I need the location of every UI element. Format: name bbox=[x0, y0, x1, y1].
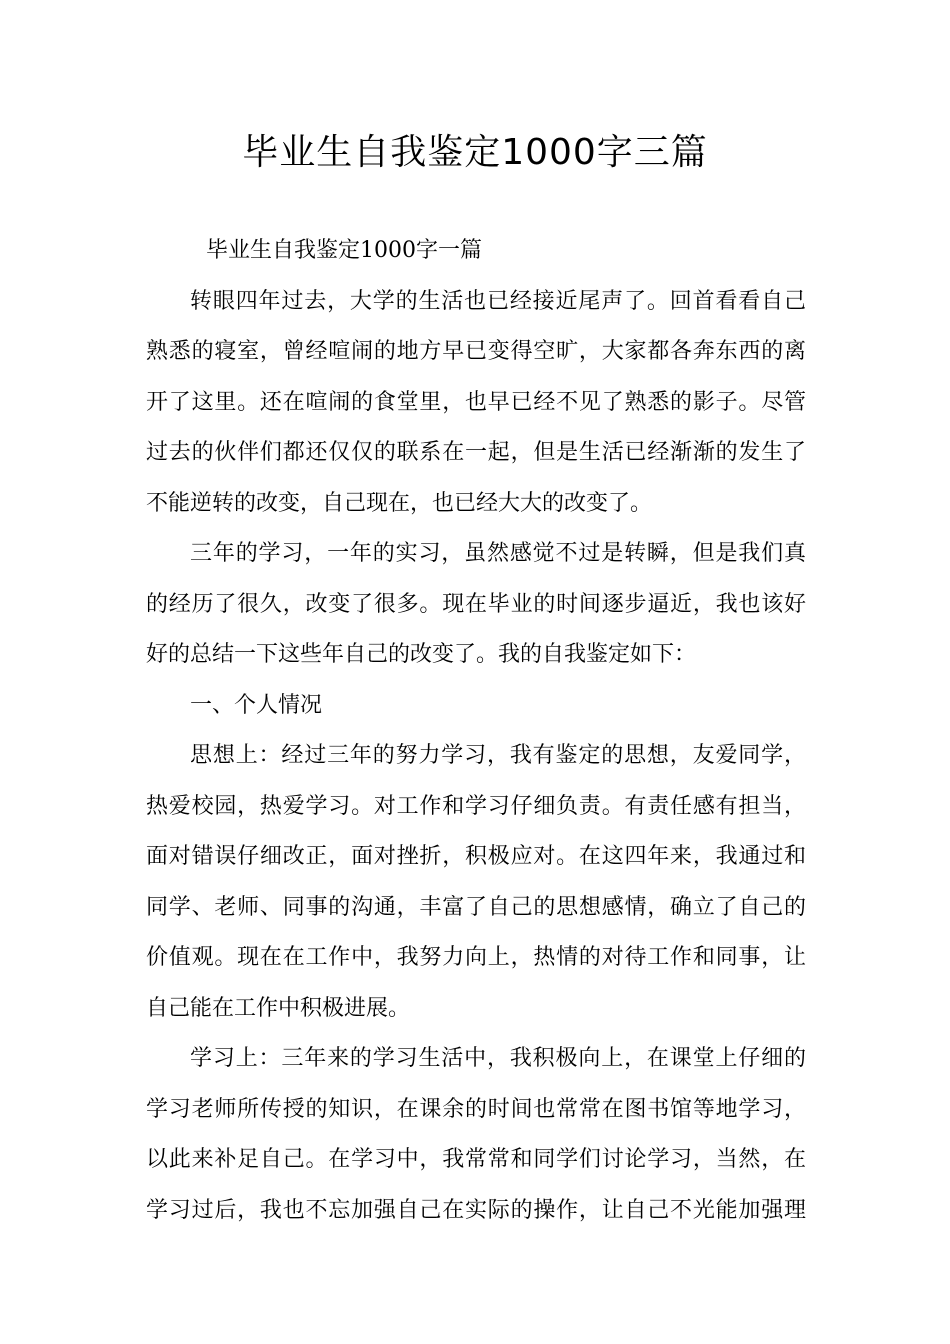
text-line: 面对错误仔细改正，面对挫折，积极应对。在这四年来，我通过和 bbox=[146, 844, 806, 869]
text-line: 开了这里。还在喧闹的食堂里，也早已经不见了熟悉的影子。尽管 bbox=[146, 389, 806, 415]
text-line: 不能逆转的改变，自己现在，也已经大大的改变了。 bbox=[146, 490, 653, 516]
text-line: 过去的伙伴们都还仅仅的联系在一起，但是生活已经渐渐的发生了 bbox=[146, 440, 806, 465]
text-line: 转眼四年过去，大学的生活也已经接近尾声了。回首看看自己 bbox=[190, 288, 806, 314]
text-line: 学习过后，我也不忘加强自己在实际的操作，让自己不光能加强理 bbox=[146, 1197, 806, 1223]
text-line: 思想上：经过三年的努力学习，我有鉴定的思想，友爱同学， bbox=[190, 743, 806, 768]
text-line: 一、个人情况 bbox=[190, 692, 323, 718]
document-body bbox=[146, 226, 806, 1236]
text-line: 的经历了很久，改变了很多。现在毕业的时间逐步逼近，我也该好 bbox=[146, 591, 806, 617]
text-line: 毕业生自我鉴定1000字一篇 bbox=[206, 238, 482, 263]
text-line: 自己能在工作中积极进展。 bbox=[146, 995, 411, 1021]
text-line: 同学、老师、同事的沟通，丰富了自己的思想感情，确立了自己的 bbox=[146, 894, 806, 920]
document-title: 毕业生自我鉴定1000字三篇 bbox=[242, 132, 708, 173]
text-line: 以此来补足自己。在学习中，我常常和同学们讨论学习，当然，在 bbox=[146, 1147, 806, 1172]
text-line: 学习老师所传授的知识，在课余的时间也常常在图书馆等地学习， bbox=[146, 1096, 806, 1122]
text-line: 学习上：三年来的学习生活中，我积极向上，在课堂上仔细的 bbox=[190, 1046, 806, 1071]
text-line: 三年的学习，一年的实习，虽然感觉不过是转瞬，但是我们真 bbox=[190, 541, 806, 566]
text-line: 价值观。现在在工作中，我努力向上，热情的对待工作和同事，让 bbox=[146, 945, 806, 970]
text-line: 好的总结一下这些年自己的改变了。我的自我鉴定如下： bbox=[146, 642, 697, 667]
text-line: 熟悉的寝室，曾经喧闹的地方早已变得空旷，大家都各奔东西的离 bbox=[146, 339, 806, 364]
text-line: 热爱校园，热爱学习。对工作和学习仔细负责。有责任感有担当， bbox=[146, 793, 806, 819]
